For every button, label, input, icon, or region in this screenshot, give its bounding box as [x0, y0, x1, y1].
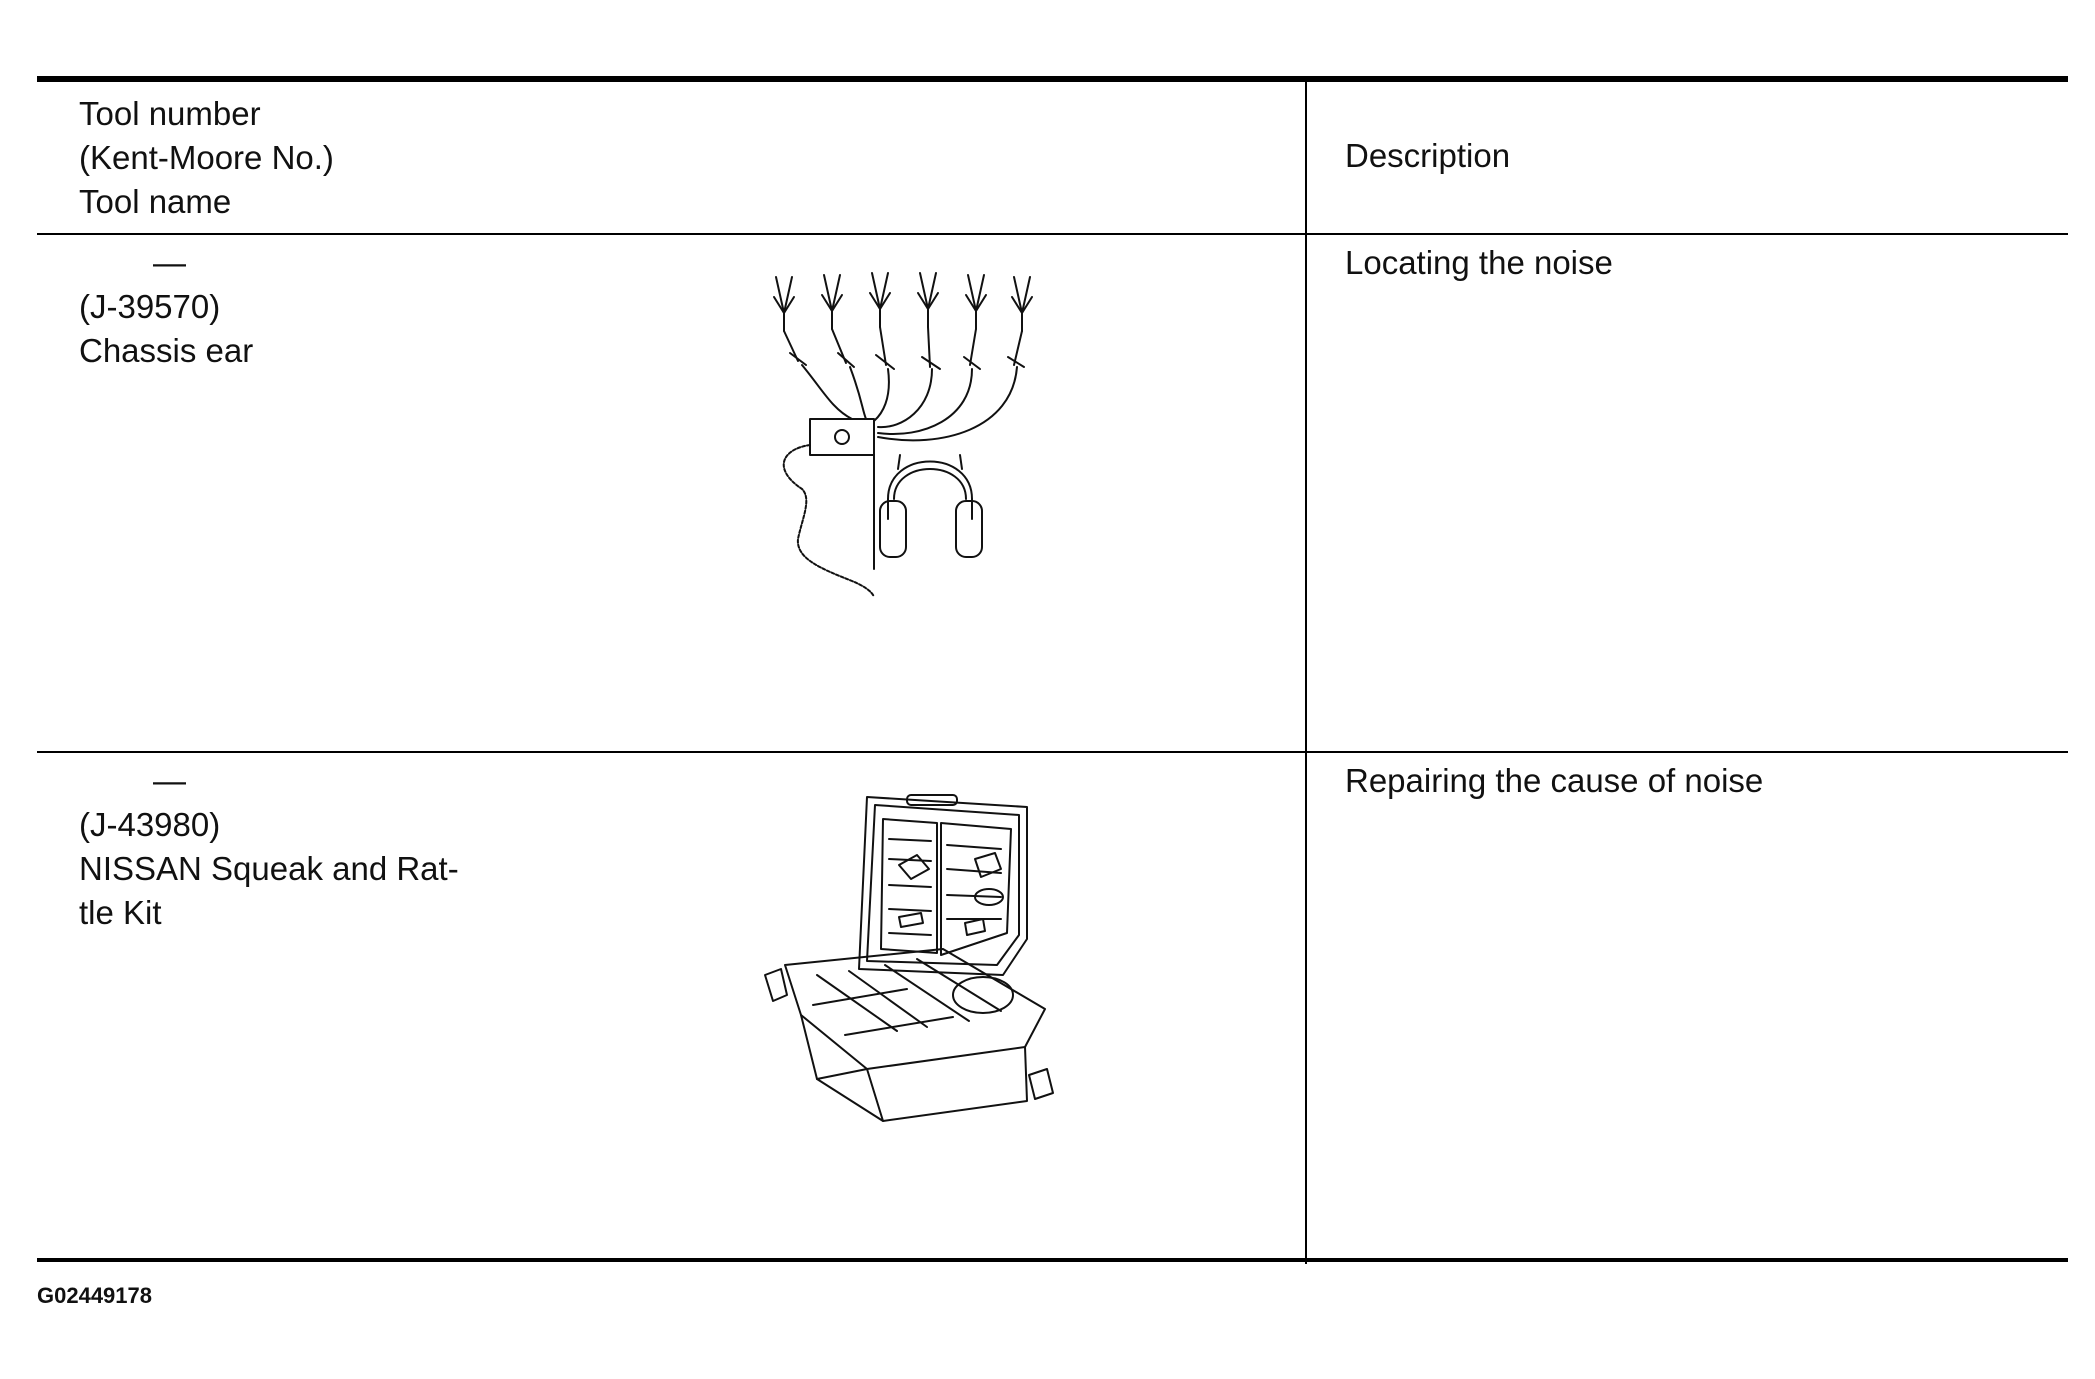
figure-code: G02449178 [37, 1283, 152, 1308]
tool-description: Repairing the cause of noise [1345, 762, 1764, 799]
header-tool-number-label: Tool number [79, 95, 261, 132]
header-tool-column [79, 92, 334, 224]
tool-name: Chassis ear [79, 332, 254, 369]
tool-info-cell [79, 759, 459, 935]
column-divider [1305, 235, 1307, 751]
table-row [37, 235, 2068, 753]
special-service-tools-table [37, 76, 2068, 1262]
tool-number: — [153, 762, 186, 799]
chassis-ear-illustration [762, 269, 1082, 599]
table-header-row [37, 82, 2068, 235]
squeak-rattle-kit-illustration [757, 789, 1077, 1129]
tool-description: Locating the noise [1345, 244, 1613, 281]
tool-number: — [153, 244, 186, 281]
tool-info-cell [79, 241, 253, 373]
tool-name-continued: tle Kit [79, 894, 162, 931]
tool-kent-moore-number: (J-43980) [79, 806, 221, 843]
column-divider [1305, 753, 1307, 1264]
header-description-label: Description [1345, 137, 1511, 174]
tool-name: NISSAN Squeak and Rat- [79, 850, 459, 887]
tool-kent-moore-number: (J-39570) [79, 288, 221, 325]
header-tool-name-label: Tool name [79, 183, 232, 220]
header-kent-moore-label: (Kent-Moore No.) [79, 139, 334, 176]
column-divider [1305, 82, 1307, 233]
table-row [37, 753, 2068, 1264]
